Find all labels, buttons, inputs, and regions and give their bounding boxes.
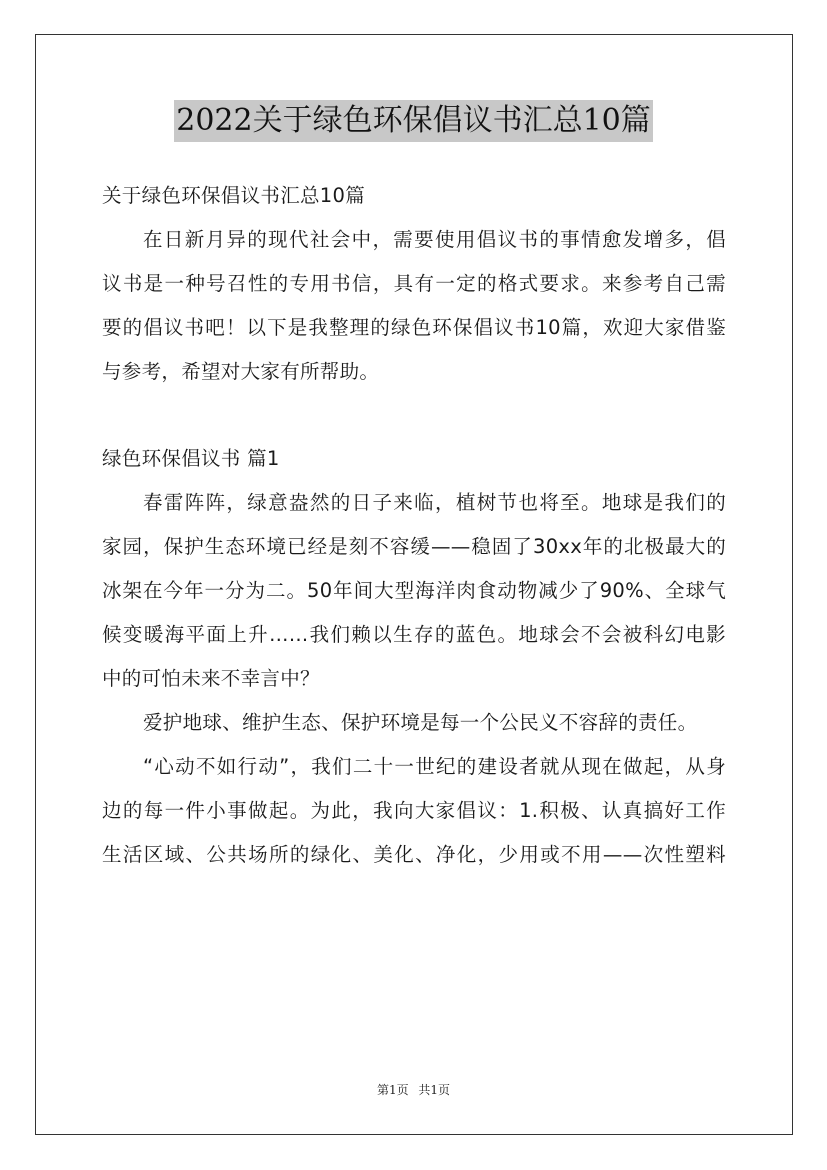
title-container [0,100,827,142]
paragraph-line: 爱护地球、维护生态、保护环境是每一个公民义不容辞的责任。 [143,711,698,734]
page-footer [0,1081,827,1098]
paragraph-line: 边的每一件小事做起。为此，我向大家倡议：1.积极、认真搞好工作 [102,799,726,822]
paragraph-line: “心动不如行动”，我们二十一世纪的建设者就从现在做起，从身 [143,755,726,778]
intro-line: 与参考，希望对大家有所帮助。 [102,360,380,383]
paragraph-line: 冰架在今年一分为二。50年间大型海洋肉食动物减少了90%、全球气 [102,579,726,602]
paragraph-gap [102,394,726,437]
document-subtitle: 关于绿色环保倡议书汇总10篇 [102,184,366,207]
document-body [102,174,726,877]
intro-line: 议书是一种号召性的专用书信，具有一定的格式要求。来参考自己需 [102,272,726,295]
paragraph-line: 生活区域、公共场所的绿化、美化、净化，少用或不用——次性塑料 [102,843,726,866]
document-title: 2022关于绿色环保倡议书汇总10篇 [174,100,653,142]
paragraph-line: 中的可怕未来不幸言中？ [102,667,320,690]
paragraph-line: 候变暖海平面上升……我们赖以生存的蓝色。地球会不会被科幻电影 [102,623,726,646]
section-heading: 绿色环保倡议书 篇1 [102,447,280,470]
intro-line: 在日新月异的现代社会中，需要使用倡议书的事情愈发增多，倡 [143,228,726,251]
paragraph-line: 春雷阵阵，绿意盎然的日子来临，植树节也将至。地球是我们的 [143,491,726,514]
intro-line: 要的倡议书吧！以下是我整理的绿色环保倡议书10篇，欢迎大家借鉴 [102,316,726,339]
paragraph-line: 家园，保护生态环境已经是刻不容缓——稳固了30xx年的北极最大的 [102,535,726,558]
page-total: 共1页 [418,1083,451,1097]
page-number: 第1页 [376,1083,409,1097]
